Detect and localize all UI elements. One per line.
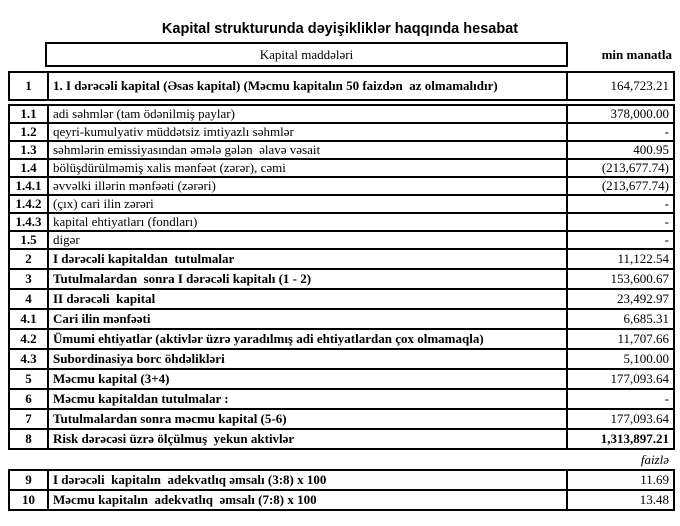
row-desc: Subordinasiya borc öhdəlikləri xyxy=(47,350,566,368)
table-row xyxy=(8,469,675,491)
row-desc: qeyri-kumulyativ müddətsiz imtiyazlı səhmlər xyxy=(47,124,566,140)
row-value: 164,723.21 xyxy=(566,73,673,99)
table-row xyxy=(8,248,675,270)
table-row xyxy=(8,158,675,178)
row-num: 1.4.2 xyxy=(15,196,42,211)
table-row xyxy=(8,388,675,410)
row-num: 1 xyxy=(25,78,32,93)
row-value: - xyxy=(566,124,673,140)
row-num: 4.2 xyxy=(20,331,37,346)
row-num: 10 xyxy=(22,492,35,507)
table-row xyxy=(8,288,675,310)
row-num: 1.4.3 xyxy=(15,214,42,229)
row-num: 6 xyxy=(25,391,32,406)
row-desc: bölüşdürülməmiş xalis mənfəət (zərər), cəmi xyxy=(47,160,566,176)
row-desc: əvvəlki illərin mənfəəti (zərəri) xyxy=(47,178,566,194)
row-desc: səhmlərin emissiyasından əmələ gələn əlavə vəsait xyxy=(47,142,566,158)
table-row xyxy=(8,230,675,250)
table-row xyxy=(8,368,675,390)
row-value: 177,093.64 xyxy=(566,410,673,428)
row-desc: I dərəcəli kapitalın adekvatlıq əmsalı (3:8) x 100 xyxy=(47,471,566,489)
row-num: 1.4 xyxy=(20,160,37,175)
row-desc: Tutulmalardan sonra məcmu kapital (5-6) xyxy=(47,410,566,428)
table-row xyxy=(8,428,675,450)
row-value: 153,600.67 xyxy=(566,270,673,288)
row-value: 1,313,897.21 xyxy=(566,430,673,448)
table-row xyxy=(8,308,675,330)
row-num: 1.5 xyxy=(20,232,37,247)
row-value: - xyxy=(566,390,673,408)
row-num: 1.2 xyxy=(20,124,37,139)
table-row xyxy=(8,268,675,290)
page-title: Kapital strukturunda dəyişikliklər haqqında hesabat xyxy=(161,21,519,37)
table-row xyxy=(8,348,675,370)
row-desc: Məcmu kapitaldan tutulmalar : xyxy=(47,390,566,408)
row-value: 13.48 xyxy=(566,491,673,509)
row-value: 11.69 xyxy=(566,471,673,489)
row-value: - xyxy=(566,232,673,248)
row-desc: kapital ehtiyatları (fondları) xyxy=(47,214,566,230)
row-value: 23,492.97 xyxy=(566,290,673,308)
row-value: 177,093.64 xyxy=(566,370,673,388)
table-row xyxy=(8,176,675,196)
row-desc: Risk dərəcəsi üzrə ölçülmuş yekun aktivlər xyxy=(47,430,566,448)
header-spacer xyxy=(8,42,45,67)
row-desc: 1. I dərəcəli kapital (Əsas kapital) (Məcmu kapitalın 50 faizdən az olmamalıdır) xyxy=(47,73,566,99)
row-num: 1.3 xyxy=(20,142,37,157)
header-items-label: Kapital maddələri xyxy=(45,42,568,67)
table-header-row xyxy=(8,42,675,67)
row-value: 11,122.54 xyxy=(566,250,673,268)
row-desc: adi səhmlər (tam ödənilmiş paylar) xyxy=(47,106,566,122)
table-row xyxy=(8,194,675,214)
row-num: 8 xyxy=(25,431,32,446)
row-desc: I dərəcəli kapitaldan tutulmalar xyxy=(47,250,566,268)
table-row xyxy=(8,122,675,142)
table-row xyxy=(8,489,675,511)
row-value: 378,000.00 xyxy=(566,106,673,122)
row-value: 6,685.31 xyxy=(566,310,673,328)
row-num: 4.1 xyxy=(20,311,37,326)
table-row xyxy=(8,71,675,101)
row-value: (213,677.74) xyxy=(566,178,673,194)
row-desc: (çıx) cari ilin zərəri xyxy=(47,196,566,212)
percent-note: faizlə xyxy=(640,451,669,467)
row-desc: Məcmu kapital (3+4) xyxy=(47,370,566,388)
table-row xyxy=(8,408,675,430)
row-num: 2 xyxy=(25,251,32,266)
row-num: 7 xyxy=(25,411,32,426)
table-row xyxy=(8,140,675,160)
capital-structure-table xyxy=(8,42,675,511)
row-num: 3 xyxy=(25,271,32,286)
table-row xyxy=(8,212,675,232)
row-value: (213,677.74) xyxy=(566,160,673,176)
row-desc: Məcmu kapitalın adekvatlıq əmsalı (7:8) x 100 xyxy=(47,491,566,509)
row-num: 1.4.1 xyxy=(15,178,42,193)
row-desc: Cari ilin mənfəəti xyxy=(47,310,566,328)
table-row xyxy=(8,328,675,350)
row-num: 1.1 xyxy=(20,106,37,121)
row-num: 4.3 xyxy=(20,351,37,366)
row-value: 400.95 xyxy=(566,142,673,158)
table-row xyxy=(8,104,675,124)
row-value: - xyxy=(566,196,673,212)
row-num: 9 xyxy=(25,472,32,487)
row-desc: II dərəcəli kapital xyxy=(47,290,566,308)
row-value: 11,707.66 xyxy=(566,330,673,348)
row-desc: Tutulmalardan sonra I dərəcəli kapitalı (1 - 2) xyxy=(47,270,566,288)
row-value: - xyxy=(566,214,673,230)
row-num: 4 xyxy=(25,291,32,306)
row-desc: Ümumi ehtiyatlar (aktivlər üzrə yaradılmış adi ehtiyatlardan çox olmamaqla) xyxy=(47,330,566,348)
row-num: 5 xyxy=(25,371,32,386)
row-value: 5,100.00 xyxy=(566,350,673,368)
row-desc: digər xyxy=(47,232,566,248)
header-unit-label: min manatla xyxy=(601,46,672,62)
